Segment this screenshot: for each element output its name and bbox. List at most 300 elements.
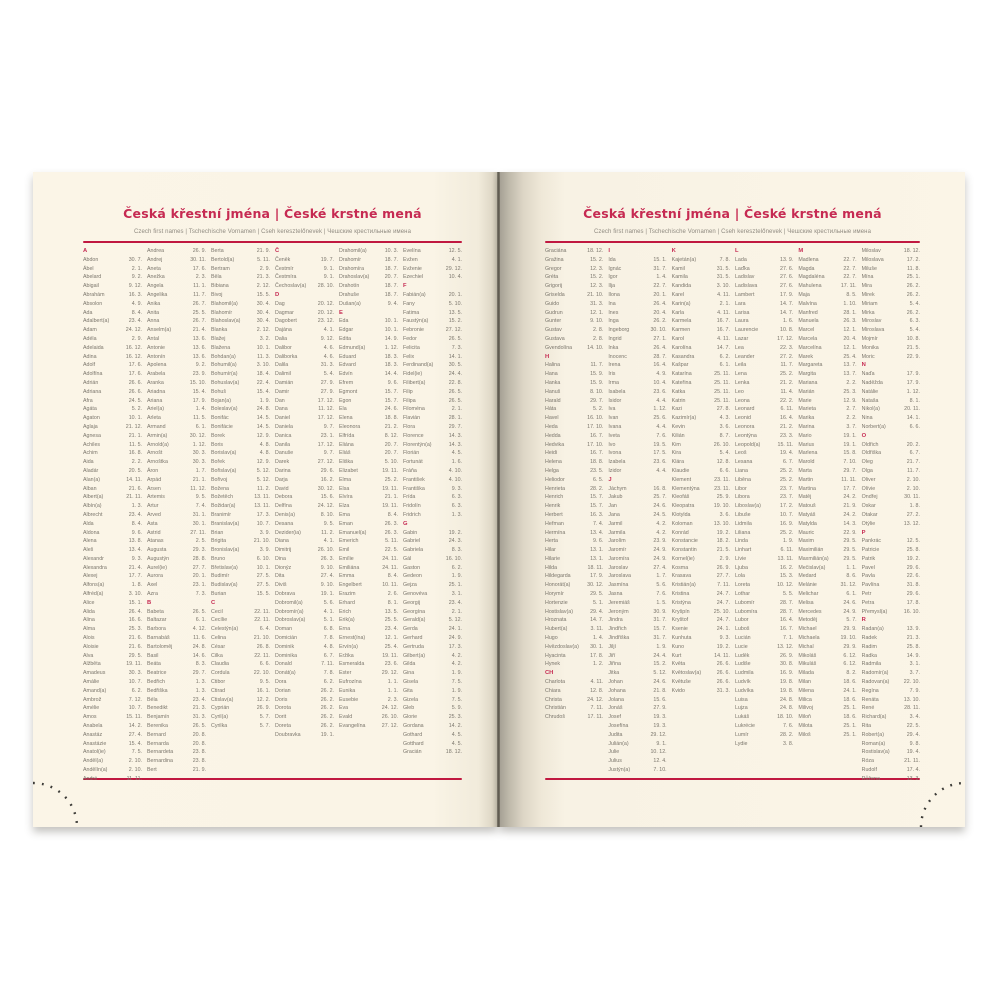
name-day-date: 8. 4.	[131, 309, 142, 316]
name-day-date: 9. 7.	[323, 450, 334, 457]
first-name: Kim	[671, 441, 681, 448]
name-day-date: 21. 2.	[384, 423, 398, 430]
first-name: Miroslava	[861, 327, 885, 334]
name-day-date: 17. 7.	[128, 573, 142, 580]
name-day-date: 13. 7.	[843, 371, 857, 378]
first-name: Liběna	[734, 476, 751, 483]
name-day-date: 26. 2.	[320, 705, 334, 712]
name-day-date: 17. 9.	[780, 291, 794, 298]
first-name: Mauric	[798, 529, 815, 536]
first-name: Michael	[798, 626, 817, 633]
first-name: Cilka	[211, 652, 223, 659]
name-day-date: 1. 3.	[451, 511, 462, 518]
name-entry	[403, 564, 462, 573]
name-entry	[83, 335, 142, 344]
name-entry	[275, 634, 334, 643]
name-day-date: 19. 2.	[716, 643, 730, 650]
name-entry	[83, 520, 142, 529]
name-entry	[403, 590, 462, 599]
name-day-date: 25. 2.	[780, 476, 794, 483]
first-name: Klementýna	[671, 485, 700, 492]
first-name: Karla	[671, 309, 685, 316]
name-entry	[798, 616, 856, 625]
first-name: Ester	[339, 670, 352, 677]
name-day-date: 13. 10.	[713, 520, 730, 527]
name-entry	[672, 502, 730, 511]
first-name: Harald	[545, 397, 561, 404]
first-name: Felix	[403, 353, 415, 360]
first-name: Helga	[545, 467, 559, 474]
name-entry	[147, 353, 206, 362]
name-day-date: 14. 2.	[448, 723, 462, 730]
name-day-date: 1. 6.	[451, 459, 462, 466]
name-column	[403, 247, 462, 776]
name-day-date: 26. 10.	[317, 547, 334, 554]
name-entry	[798, 520, 856, 529]
name-day-date: 28. 7.	[653, 353, 667, 360]
first-name: Marold	[798, 459, 815, 466]
name-day-date: 4. 5.	[451, 731, 462, 738]
first-name: Inga	[608, 318, 619, 325]
first-name: Kasandra	[671, 353, 695, 360]
name-day-date: 26. 2.	[320, 687, 334, 694]
first-name: Emil	[339, 547, 350, 554]
name-entry	[275, 713, 334, 722]
name-entry	[545, 704, 603, 713]
name-day-date: 26. 2.	[906, 309, 920, 316]
name-entry	[672, 449, 730, 458]
name-entry	[275, 476, 334, 485]
name-day-date: 26. 6.	[128, 388, 142, 395]
first-name: Kristián(a)	[671, 582, 696, 589]
first-name: Milena	[798, 687, 814, 694]
name-entry	[862, 441, 920, 450]
name-entry	[545, 458, 603, 467]
first-name: Gréta	[545, 274, 559, 281]
first-name: Mirek	[861, 291, 875, 298]
name-entry	[403, 687, 462, 696]
name-entry	[545, 344, 603, 353]
name-entry	[403, 361, 462, 370]
name-day-date: 18. 8.	[384, 415, 398, 422]
first-name: Jaromír	[608, 547, 627, 554]
name-entry	[798, 537, 856, 546]
first-name: Asta	[147, 520, 158, 527]
name-day-date: 24. 1.	[843, 687, 857, 694]
name-columns	[83, 247, 462, 782]
first-name: Klement	[671, 476, 692, 483]
name-day-date: 12. 1.	[384, 635, 398, 642]
name-entry	[735, 441, 793, 450]
first-name: Jiljí	[608, 643, 616, 650]
first-name: Eda	[339, 318, 349, 325]
name-day-date: 20. 12.	[317, 300, 334, 307]
first-name: Cyril(a)	[211, 714, 229, 721]
name-day-date: 26. 3.	[384, 529, 398, 536]
first-name: Květoslav(a)	[671, 670, 702, 677]
name-day-date: 23. 6.	[653, 459, 667, 466]
name-day-date: 17. 2.	[780, 503, 794, 510]
name-entry	[798, 669, 856, 678]
first-name: Kryšpín	[671, 608, 690, 615]
name-day-date: 15. 3.	[780, 573, 794, 580]
first-name: Karolína	[671, 344, 692, 351]
first-name: Donát(a)	[275, 670, 296, 677]
name-day-date: 3. 9.	[259, 547, 270, 554]
name-entry	[798, 572, 856, 581]
first-name: Margita	[798, 371, 816, 378]
name-day-date: 21. 2.	[780, 379, 794, 386]
name-entry	[862, 397, 920, 406]
name-entry	[211, 423, 270, 432]
name-entry	[545, 309, 603, 318]
name-entry	[147, 432, 206, 441]
first-name: Jaromíra	[608, 555, 630, 562]
letter-header: O	[861, 432, 867, 439]
first-name: Gregor	[545, 265, 562, 272]
name-day-date: 25. 1.	[448, 582, 462, 589]
name-day-date: 12. 1.	[843, 344, 857, 351]
name-day-date: 7. 11.	[717, 582, 730, 589]
name-day-date: 4. 2.	[451, 652, 462, 659]
name-entry	[339, 590, 398, 599]
name-entry	[83, 353, 142, 362]
first-name: Bonifác	[211, 415, 229, 422]
name-entry	[275, 256, 334, 265]
name-entry	[608, 713, 666, 722]
name-entry	[735, 740, 793, 749]
name-entry	[545, 643, 603, 652]
name-day-date: 14. 10.	[587, 344, 604, 351]
name-day-date: 20. 5.	[128, 467, 142, 474]
first-name: Ludvík	[734, 679, 751, 686]
name-day-date: 9. 2.	[195, 362, 206, 369]
first-name: Jana	[608, 511, 620, 518]
name-entry	[735, 529, 793, 538]
name-day-date: 6. 6.	[719, 467, 730, 474]
first-name: Debora	[275, 494, 293, 501]
name-day-date: 2. 3.	[195, 274, 206, 281]
name-entry	[862, 546, 920, 555]
name-entry	[275, 414, 334, 423]
name-day-date: 20. 12.	[317, 309, 334, 316]
name-entry	[545, 555, 603, 564]
first-name: Čeněk	[275, 256, 291, 263]
name-entry	[798, 414, 856, 423]
first-name: Dobromír(a)	[275, 608, 304, 615]
first-name: Kleopatra	[671, 503, 695, 510]
letter-header: CH	[545, 670, 554, 677]
first-name: Patricie	[861, 547, 880, 554]
first-name: Emiliána	[339, 564, 360, 571]
first-name: Iris	[608, 371, 616, 378]
name-day-date: 19. 2.	[906, 555, 920, 562]
name-day-date: 8. 1.	[909, 397, 920, 404]
name-entry	[147, 766, 206, 775]
first-name: Boleslav(a)	[211, 406, 238, 413]
name-day-date: 4. 5.	[451, 450, 462, 457]
first-name: Dorit	[275, 714, 287, 721]
name-entry	[211, 537, 270, 546]
first-name: Eunika	[339, 687, 356, 694]
name-entry	[147, 265, 206, 274]
first-name: Josefína	[608, 723, 629, 730]
name-day-date: 27. 6.	[780, 274, 794, 281]
name-entry	[798, 256, 856, 265]
name-day-date: 5. 1.	[323, 617, 334, 624]
name-day-date: 13. 12.	[777, 643, 794, 650]
name-day-date: 15. 7.	[384, 397, 398, 404]
name-day-date: 7. 8.	[323, 670, 334, 677]
name-entry	[339, 476, 398, 485]
name-entry	[275, 564, 334, 573]
name-day-date: 13. 6.	[192, 335, 206, 342]
name-day-date: 31. 3.	[320, 362, 334, 369]
first-name: Fedor	[403, 335, 417, 342]
first-name: Katrin	[671, 397, 686, 404]
name-day-date: 26. 2.	[906, 291, 920, 298]
first-name: Břetislav(a)	[211, 564, 238, 571]
name-entry	[672, 678, 730, 687]
first-name: Gustav	[545, 327, 562, 334]
first-name: Daniel	[275, 415, 291, 422]
name-day-date: 29. 12.	[381, 670, 398, 677]
first-name: Bertram	[211, 265, 230, 272]
name-day-date: 17. 8.	[590, 652, 604, 659]
name-entry	[147, 537, 206, 546]
name-day-date: 15. 9.	[590, 371, 604, 378]
name-day-date: 14. 1.	[448, 353, 462, 360]
name-day-date: 13. 4.	[128, 547, 142, 554]
first-name: Izabela	[608, 459, 626, 466]
name-day-date: 11. 6.	[193, 635, 206, 642]
name-day-date: 9. 6.	[387, 379, 398, 386]
name-day-date: 16. 12.	[125, 344, 142, 351]
first-name: Patrik	[861, 555, 876, 562]
first-name: Blahomil(a)	[211, 300, 238, 307]
name-entry	[862, 493, 920, 502]
name-entry	[211, 581, 270, 590]
name-day-date: 19. 2.	[716, 529, 730, 536]
name-entry	[211, 564, 270, 573]
name-entry	[275, 529, 334, 538]
name-day-date: 1. 8.	[131, 582, 142, 589]
name-entry	[83, 757, 142, 766]
name-entry	[545, 529, 603, 538]
name-day-date: 14. 3.	[843, 520, 857, 527]
first-name: Afra	[83, 397, 93, 404]
name-entry	[798, 441, 856, 450]
first-name: Ljuba	[734, 564, 748, 571]
name-day-date: 7. 10.	[653, 767, 667, 774]
name-entry	[147, 748, 206, 757]
name-entry	[83, 766, 142, 775]
name-entry	[403, 581, 462, 590]
first-name: Ferdinand(a)	[403, 362, 434, 369]
letter-header: E	[339, 309, 343, 316]
name-day-date: 5. 4.	[909, 327, 920, 334]
name-entry	[672, 291, 730, 300]
first-name: Kornel(ie)	[671, 555, 695, 562]
name-entry	[672, 273, 730, 282]
name-entry	[403, 678, 462, 687]
name-entry	[403, 467, 462, 476]
name-entry	[275, 537, 334, 546]
name-day-date: 21. 4.	[128, 564, 142, 571]
name-entry	[862, 766, 920, 775]
name-day-date: 5. 11.	[385, 538, 398, 545]
name-entry	[275, 608, 334, 617]
name-entry	[275, 397, 334, 406]
name-entry	[735, 520, 793, 529]
name-entry	[83, 669, 142, 678]
name-day-date: 2. 10.	[906, 476, 920, 483]
first-name: Gita	[403, 687, 413, 694]
name-entry	[608, 379, 666, 388]
name-entry	[83, 608, 142, 617]
first-name: Lukrécie	[734, 723, 756, 730]
name-day-date: 21. 11.	[126, 494, 142, 501]
first-name: Ingeborg	[608, 327, 630, 334]
name-entry	[798, 625, 856, 634]
name-entry	[545, 625, 603, 634]
first-name: Matyáš	[798, 511, 816, 518]
name-day-date: 2. 10.	[906, 485, 920, 492]
name-day-date: 4. 2.	[656, 520, 667, 527]
first-name: Lujza	[734, 705, 748, 712]
first-name: Alice	[83, 599, 95, 606]
name-entry	[672, 397, 730, 406]
name-day-date: 3. 4.	[909, 714, 920, 721]
first-name: Agáta	[83, 406, 97, 413]
name-day-date: 22. 8.	[448, 379, 462, 386]
name-day-date: 7. 4.	[195, 503, 206, 510]
name-day-date: 22. 9.	[843, 529, 857, 536]
name-entry	[403, 731, 462, 740]
first-name: Karol	[671, 335, 685, 342]
first-name: Gertruda	[403, 643, 424, 650]
first-name: Ada	[83, 309, 93, 316]
name-column	[83, 247, 142, 782]
name-entry	[608, 265, 666, 274]
name-entry	[275, 731, 334, 740]
name-entry	[147, 317, 206, 326]
name-day-date: 4. 2.	[451, 661, 462, 668]
name-day-date: 3. 9.	[259, 529, 270, 536]
name-entry	[211, 625, 270, 634]
name-entry	[147, 335, 206, 344]
first-name: Alois	[83, 635, 95, 642]
name-entry	[403, 696, 462, 705]
first-name: Angelika	[147, 291, 168, 298]
name-day-date: 16. 7.	[590, 450, 604, 457]
name-day-date: 5. 7.	[259, 723, 270, 730]
first-name: Anastázie	[83, 740, 107, 747]
name-entry	[339, 537, 398, 546]
name-entry	[608, 704, 666, 713]
name-day-date: 13. 6.	[192, 344, 206, 351]
name-entry	[83, 696, 142, 705]
name-entry	[147, 590, 206, 599]
first-name: Drahomil(a)	[339, 248, 367, 254]
name-entry	[403, 616, 462, 625]
first-name: Cecil	[211, 608, 223, 615]
name-entry	[403, 546, 462, 555]
name-entry	[147, 696, 206, 705]
first-name: Isidor	[608, 397, 622, 404]
first-name: Guido	[545, 300, 560, 307]
first-name: Melisa	[798, 599, 814, 606]
name-entry	[275, 282, 334, 291]
name-entry	[339, 405, 398, 414]
name-entry	[275, 379, 334, 388]
name-entry	[608, 282, 666, 291]
name-day-date: 8. 6.	[846, 573, 857, 580]
first-name: Dionýz	[275, 564, 292, 571]
name-entry	[275, 467, 334, 476]
first-name: Dominika	[275, 652, 298, 659]
name-entry	[862, 388, 920, 397]
name-day-date: 7. 5.	[131, 749, 142, 756]
name-day-date: 7. 5.	[451, 696, 462, 703]
first-name: Fidel(ie)	[403, 371, 423, 378]
first-name: Darja	[275, 476, 288, 483]
name-day-date: 23. 9.	[653, 538, 667, 545]
name-day-date: 3. 7.	[909, 670, 920, 677]
name-day-date: 8. 4.	[131, 520, 142, 527]
name-day-date: 5. 4.	[719, 450, 730, 457]
name-day-date: 22. 2.	[780, 397, 794, 404]
first-name: Mirka	[861, 309, 875, 316]
first-name: Karel	[671, 291, 685, 298]
name-day-date: 8. 3.	[451, 547, 462, 554]
name-entry	[735, 713, 793, 722]
name-entry	[83, 529, 142, 538]
first-name: Bedřiška	[147, 687, 168, 694]
name-entry	[608, 300, 666, 309]
name-entry	[339, 660, 398, 669]
first-name: Evženie	[403, 265, 422, 272]
name-entry	[403, 722, 462, 731]
first-name: Jasna	[608, 591, 623, 598]
name-day-date: 10. 7.	[128, 705, 142, 712]
name-entry	[608, 423, 666, 432]
name-day-date: 26. 2.	[906, 283, 920, 290]
first-name: Anita	[147, 309, 160, 316]
name-entry	[403, 265, 462, 274]
name-day-date: 16. 10.	[587, 415, 604, 422]
first-name: Milivoj	[798, 705, 814, 712]
name-column	[211, 247, 270, 776]
name-day-date: 21. 6.	[128, 485, 142, 492]
name-entry	[862, 282, 920, 291]
name-entry	[735, 361, 793, 370]
name-entry	[735, 335, 793, 344]
first-name: Aida	[83, 459, 94, 466]
first-name: Radomír(a)	[861, 670, 889, 677]
first-name: Otýlie	[861, 520, 876, 527]
first-name: Adrián	[83, 379, 99, 386]
name-day-date: 5. 12.	[256, 467, 270, 474]
first-name: Ladislav	[734, 274, 755, 281]
first-name: Dorian	[275, 687, 291, 694]
name-entry	[147, 379, 206, 388]
first-name: Irena	[608, 362, 621, 369]
first-name: Ilja	[608, 283, 616, 290]
name-entry	[545, 282, 603, 291]
name-day-date: 2. 10.	[128, 767, 142, 774]
name-entry	[211, 713, 270, 722]
